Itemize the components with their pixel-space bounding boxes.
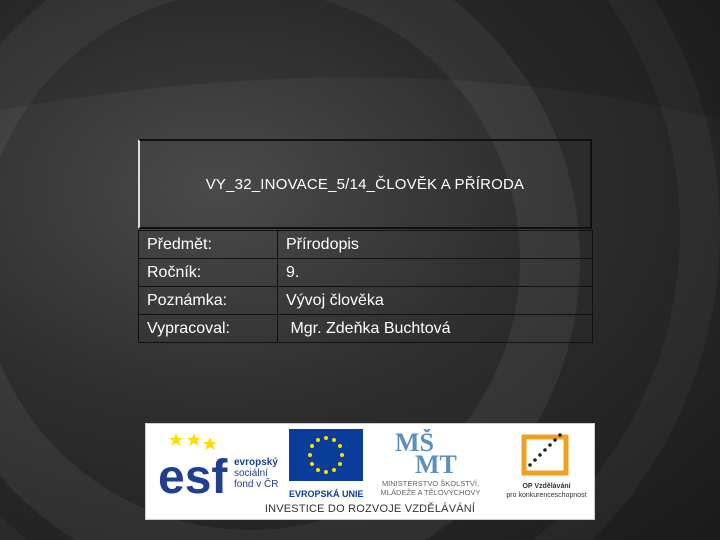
funding-logos	[145, 423, 595, 520]
table-row	[139, 259, 593, 287]
esf-line-2: sociální	[234, 468, 268, 479]
msmt-text	[368, 479, 493, 497]
row-value: Mgr. Zdeňka Buchtová	[278, 315, 593, 343]
table-row	[139, 231, 593, 259]
op-logo	[504, 429, 589, 499]
esf-line-1: evropský	[234, 457, 278, 468]
row-label: Ročník:	[139, 259, 278, 287]
msmt-mark-icon	[395, 429, 465, 474]
eu-flag-icon	[289, 429, 363, 481]
svg-text:MŠ: MŠ	[395, 429, 434, 457]
row-label: Předmět:	[139, 231, 278, 259]
table-row	[139, 315, 593, 343]
table-row	[139, 287, 593, 315]
row-value: 9.	[278, 259, 593, 287]
op-line-2: pro konkurenceschopnost	[506, 492, 587, 499]
msmt-logo	[368, 429, 493, 499]
esf-line-3: fond v ČR	[234, 479, 279, 490]
esf-text	[234, 457, 278, 490]
row-value: Přírodopis	[278, 231, 593, 259]
eu-logo	[289, 429, 367, 499]
op-mark-icon	[516, 429, 576, 477]
funding-footer: INVESTICE DO ROZVOJE VZDĚLÁVÁNÍ	[264, 503, 476, 515]
op-text	[504, 482, 589, 500]
row-label: Vypracoval:	[139, 315, 278, 343]
msmt-line-2: MLÁDEŽE A TĚLOVÝCHOVY	[380, 488, 481, 497]
title-box	[138, 139, 592, 229]
info-table	[138, 230, 593, 343]
row-label: Poznámka:	[139, 287, 278, 315]
msmt-line-1: MINISTERSTVO ŠKOLSTVÍ,	[381, 479, 480, 488]
row-value: Vývoj člověka	[278, 287, 593, 315]
slide-title: VY_32_INOVACE_5/14_ČLOVĚK A PŘÍRODA	[205, 175, 525, 193]
svg-text:MT: MT	[415, 450, 457, 474]
op-line-1: OP Vzdělávání	[522, 483, 571, 490]
eu-label: EVROPSKÁ UNIE	[289, 489, 364, 499]
svg-text:esf: esf	[158, 451, 228, 499]
esf-logo	[154, 429, 289, 499]
